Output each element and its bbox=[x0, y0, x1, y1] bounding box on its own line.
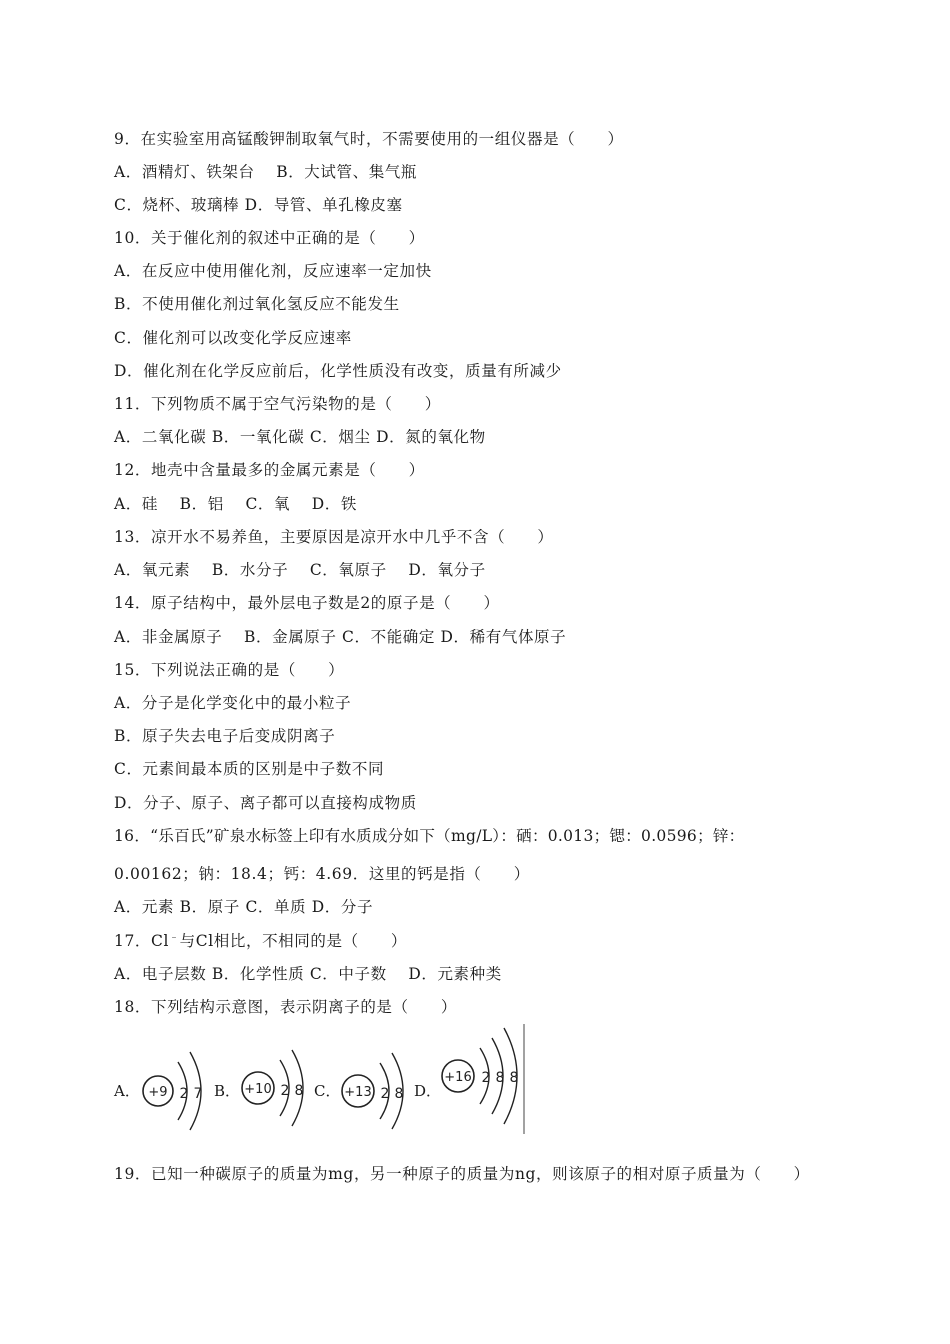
q10-stem: 10．关于催化剂的叙述中正确的是（ ） bbox=[114, 229, 425, 247]
q15-option-d: D．分子、原子、离子都可以直接构成物质 bbox=[114, 794, 417, 812]
q12-options: A．硅 B．铝 C．氧 D．铁 bbox=[114, 495, 357, 513]
q14-stem: 14．原子结构中，最外层电子数是2的原子是（ ） bbox=[114, 594, 500, 612]
q10-option-c: C．催化剂可以改变化学反应速率 bbox=[114, 329, 352, 347]
q11-options: A．二氧化碳 B．一氧化碳 C．烟尘 D．氮的氧化物 bbox=[114, 428, 486, 446]
atom-d-shell-3: 8 bbox=[509, 1070, 519, 1086]
atom-d-diagram bbox=[436, 1022, 536, 1142]
q9-options-ab: A．酒精灯、铁架台 B．大试管、集气瓶 bbox=[114, 163, 418, 181]
q17-superscript: ﹣ bbox=[169, 932, 180, 943]
q15-option-c: C．元素间最本质的区别是中子数不同 bbox=[114, 760, 385, 778]
q16-stem-line2: 0.00162；钠：18.4；钙：4.69．这里的钙是指（ ） bbox=[114, 865, 530, 883]
q17-stem bbox=[114, 928, 407, 951]
q12-stem: 12．地壳中含量最多的金属元素是（ ） bbox=[114, 461, 425, 479]
q16-options: A．元素 B．原子 C．单质 D．分子 bbox=[114, 898, 374, 916]
atom-d-shell-2: 8 bbox=[495, 1070, 505, 1086]
atom-a-shell-2: 7 bbox=[193, 1086, 203, 1102]
atom-c-nucleus: +13 bbox=[344, 1085, 372, 1100]
atom-d-nucleus: +16 bbox=[444, 1070, 472, 1085]
q15-option-b: B．原子失去电子后变成阴离子 bbox=[114, 727, 336, 745]
atom-c-shell-2: 8 bbox=[394, 1086, 404, 1102]
q17-prefix: 17．Cl bbox=[114, 932, 170, 951]
q16-stem-line1: 16．“乐百氏”矿泉水标签上印有水质成分如下（mg/L）：硒：0.013；锶：0.0596；锌： bbox=[114, 827, 745, 845]
q13-stem: 13．凉开水不易养鱼，主要原因是凉开水中几乎不含（ ） bbox=[114, 528, 554, 546]
atom-c-label: C． bbox=[314, 1082, 341, 1100]
q15-stem: 15．下列说法正确的是（ ） bbox=[114, 661, 345, 679]
atom-c-shell-1: 2 bbox=[380, 1086, 390, 1102]
atom-a-diagram bbox=[138, 1022, 218, 1142]
q19-stem: 19．已知一种碳原子的质量为mg，另一种原子的质量为ng，则该原子的相对原子质量为（ ） bbox=[114, 1165, 810, 1183]
atom-a-shell-1: 2 bbox=[179, 1086, 189, 1102]
atom-b-label: B． bbox=[214, 1082, 241, 1100]
q17-suffix: 与Cl相比，不相同的是（ ） bbox=[179, 932, 407, 951]
atom-d-shell-1: 2 bbox=[481, 1070, 491, 1086]
q10-option-a: A．在反应中使用催化剂，反应速率一定加快 bbox=[114, 262, 432, 280]
q18-stem: 18．下列结构示意图，表示阴离子的是（ ） bbox=[114, 998, 457, 1016]
atom-b-diagram bbox=[238, 1022, 318, 1142]
q11-stem: 11．下列物质不属于空气污染物的是（ ） bbox=[114, 395, 441, 413]
q14-options: A．非金属原子 B．金属原子 C．不能确定 D．稀有气体原子 bbox=[114, 628, 567, 646]
atom-a-label: A． bbox=[114, 1082, 140, 1100]
q13-options: A．氧元素 B．水分子 C．氧原子 D．氧分子 bbox=[114, 561, 486, 579]
q17-options: A．电子层数 B．化学性质 C．中子数 D．元素种类 bbox=[114, 965, 502, 983]
atom-b-nucleus: +10 bbox=[244, 1082, 272, 1097]
atom-b-shell-1: 2 bbox=[280, 1083, 290, 1099]
q10-option-b: B．不使用催化剂过氧化氢反应不能发生 bbox=[114, 295, 400, 313]
q9-options-cd: C．烧杯、玻璃棒 D．导管、单孔橡皮塞 bbox=[114, 196, 403, 214]
atom-structure-diagrams bbox=[110, 1022, 540, 1142]
q15-option-a: A．分子是化学变化中的最小粒子 bbox=[114, 694, 352, 712]
atom-c-diagram bbox=[338, 1022, 418, 1142]
atom-a-nucleus: +9 bbox=[148, 1085, 168, 1100]
q10-option-d: D．催化剂在化学反应前后，化学性质没有改变，质量有所减少 bbox=[114, 362, 562, 380]
atom-b-shell-2: 8 bbox=[294, 1083, 304, 1099]
q9-stem: 9．在实验室用高锰酸钾制取氧气时，不需要使用的一组仪器是（ ） bbox=[114, 130, 624, 148]
atom-d-label: D． bbox=[414, 1082, 442, 1100]
